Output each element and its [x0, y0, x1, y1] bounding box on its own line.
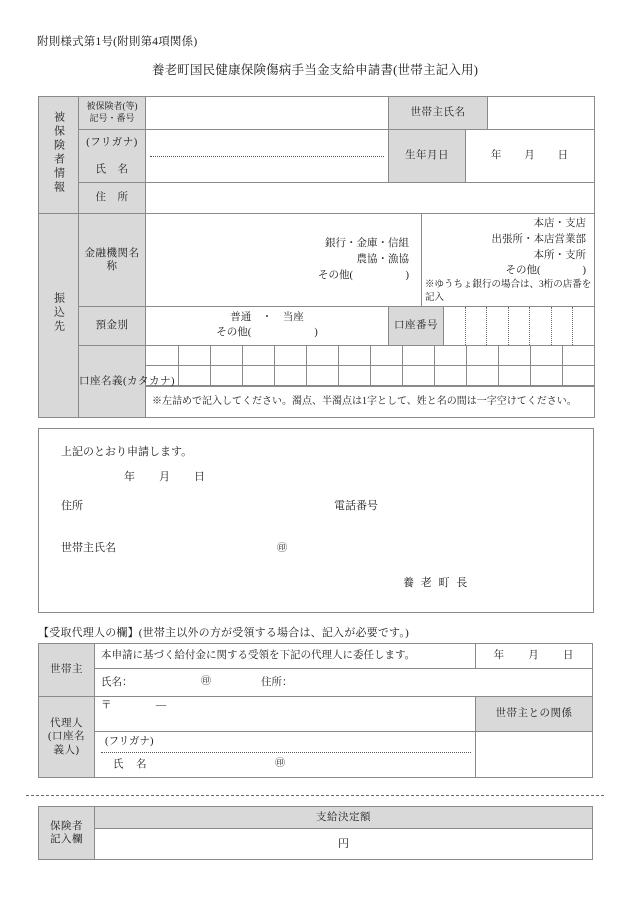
proxy-table	[38, 643, 593, 778]
account-number-cell[interactable]	[466, 307, 488, 345]
account-number-cell[interactable]	[487, 307, 509, 345]
insured-section-label-text: 被保険者情報	[52, 110, 65, 195]
proxy-row-householder-name	[39, 669, 593, 697]
kana-cell[interactable]	[338, 346, 370, 366]
proxy-agent-label	[39, 697, 95, 778]
deposit-type-line2: その他( )	[216, 327, 318, 338]
declaration-seal-icon: ㊞	[277, 543, 287, 554]
kana-grid-row	[146, 346, 594, 366]
furigana-dotted-rule	[150, 156, 384, 157]
kana-cell[interactable]	[402, 366, 434, 386]
birthdate-year-unit: 年	[490, 150, 503, 162]
bank-branch-line3: 本所・支所	[533, 249, 586, 261]
householder-name-input[interactable]	[488, 97, 595, 130]
kana-cell[interactable]	[242, 366, 274, 386]
currency-unit: 円	[338, 837, 349, 850]
bank-type-line3: その他( )	[318, 269, 409, 281]
proxy-householder-name-cell[interactable]	[95, 669, 593, 697]
insurer-row-header	[39, 807, 593, 829]
proxy-agent-furigana-label: (フリガナ)	[105, 736, 154, 747]
table-row-deposit	[39, 307, 595, 346]
main-form-table	[38, 96, 595, 418]
transfer-section-vertical-label	[39, 214, 79, 418]
insurer-table	[38, 806, 593, 860]
declaration-year: 年	[124, 471, 135, 483]
proxy-row-agent-name	[39, 732, 593, 778]
account-number-grid	[444, 307, 594, 345]
table-row-account-holder-grid	[39, 346, 595, 387]
account-holder-note: ※左詰めで記入してください。濁点、半濁点は1字として、姓と名の間は一字空けてください。	[152, 396, 577, 408]
proxy-delegation-text: 本申請に基づく給付金に関する受領を下記の代理人に委任します。	[101, 650, 416, 662]
insured-section-vertical-label	[39, 97, 79, 214]
account-number-cell[interactable]	[530, 307, 552, 345]
bank-type-line2: 農協・漁協	[356, 254, 409, 266]
proxy-agent-label-line1: 代理人	[50, 717, 83, 729]
payment-amount-header-text: 支給決定額	[316, 811, 371, 823]
kana-cell[interactable]	[434, 346, 466, 366]
account-holder-label	[79, 346, 175, 418]
symbol-number-label	[79, 97, 146, 130]
account-number-cell[interactable]	[509, 307, 531, 345]
address-label-text: 住 所	[95, 192, 129, 204]
bank-name-label-line2: 称	[106, 261, 118, 272]
proxy-agent-name-label: 氏 名	[113, 759, 148, 770]
page-title: 養老町国民健康保険傷病手当金支給申請書(世帯主記入用)	[151, 63, 479, 77]
birthdate-label	[389, 130, 466, 183]
mayor-title: 養 老 町 長	[403, 577, 470, 589]
kana-cell[interactable]	[146, 346, 178, 366]
birthdate-day-unit: 日	[557, 150, 570, 162]
account-holder-kana-grid	[146, 346, 594, 386]
proxy-delegation-date[interactable]	[476, 644, 593, 669]
symbol-number-label-line2: 記号・番号	[89, 113, 135, 123]
proxy-date-year: 年	[493, 650, 506, 662]
kana-cell[interactable]	[210, 366, 242, 386]
proxy-householder-label-text: 世帯主	[50, 664, 83, 676]
proxy-name-label: 氏名：	[101, 676, 133, 688]
kana-cell[interactable]	[434, 366, 466, 386]
bank-branch-line2: 出張所・本店営業部	[491, 233, 586, 245]
kana-cell[interactable]	[178, 346, 210, 366]
proxy-row-agent-postal	[39, 697, 593, 732]
proxy-householder-label	[39, 644, 95, 697]
kana-cell[interactable]	[530, 346, 562, 366]
deposit-type-input[interactable]	[146, 307, 389, 346]
declaration-statement: 上記のとおり申請します。	[61, 446, 193, 458]
insurer-label-line1: 保険者	[50, 820, 83, 832]
account-number-cell[interactable]	[552, 307, 574, 345]
address-label	[79, 183, 146, 214]
declaration-month: 月	[159, 471, 170, 483]
kana-cell[interactable]	[402, 346, 434, 366]
kana-cell[interactable]	[466, 366, 498, 386]
form-number: 附則様式第1号(附則第4項関係)	[37, 36, 198, 48]
proxy-section-heading: 【受取代理人の欄】(世帯主以外の方が受領する場合は、記入が必要です。)	[38, 627, 409, 639]
table-row-bank-name	[39, 214, 595, 307]
account-holder-label-text: 口座名義(カタカナ)	[79, 375, 175, 387]
account-number-cell[interactable]	[444, 307, 466, 345]
proxy-agent-address-input[interactable]	[95, 697, 476, 732]
name-label: 氏 名	[95, 164, 129, 175]
householder-name-label-text: 世帯主氏名	[410, 107, 466, 119]
bank-name-label-line1: 金融機関名	[84, 247, 140, 259]
proxy-householder-seal-icon: ㊞	[201, 676, 211, 688]
symbol-number-input[interactable]	[146, 97, 389, 130]
kana-cell[interactable]	[498, 366, 530, 386]
account-number-label-text: 口座番号	[394, 320, 438, 332]
proxy-date-day: 日	[562, 650, 575, 662]
account-number-input[interactable]	[444, 307, 595, 346]
proxy-agent-name-input[interactable]	[95, 732, 476, 778]
kana-cell[interactable]	[370, 346, 402, 366]
proxy-address-label: 住所：	[261, 676, 293, 688]
bank-branch-line4: その他( )	[505, 265, 586, 277]
kana-cell[interactable]	[242, 346, 274, 366]
account-number-cell[interactable]	[573, 307, 594, 345]
insurer-label	[39, 807, 95, 860]
kana-cell[interactable]	[274, 346, 306, 366]
declaration-phone-label: 電話番号	[334, 500, 378, 512]
kana-cell[interactable]	[274, 366, 306, 386]
bank-branch-input[interactable]	[422, 214, 595, 307]
account-number-label	[389, 307, 444, 346]
proxy-row-delegation	[39, 644, 593, 669]
kana-cell[interactable]	[530, 366, 562, 386]
kana-cell[interactable]	[338, 366, 370, 386]
kana-cell[interactable]	[370, 366, 402, 386]
payment-amount-input[interactable]	[95, 829, 593, 860]
proxy-agent-label-line2: (口座名	[48, 731, 85, 743]
insurer-label-line2: 記入欄	[50, 834, 83, 845]
symbol-number-label-line1: 被保険者(等)	[86, 101, 138, 112]
yucho-branch-note: ※ゆうちょ銀行の場合は、3桁の店番を記入	[425, 280, 592, 303]
proxy-relationship-label-text: 世帯主との関係	[495, 708, 573, 720]
proxy-furigana-dotted-rule	[101, 752, 471, 753]
name-input[interactable]	[146, 130, 389, 183]
kana-cell[interactable]	[562, 366, 594, 386]
postal-mark-icon: 〒	[101, 700, 113, 711]
birthdate-month-unit: 月	[524, 150, 536, 162]
proxy-date-month: 月	[528, 650, 540, 662]
account-holder-kana-grid-cell	[146, 346, 595, 387]
proxy-agent-label-line3: 義人)	[53, 744, 80, 756]
table-row-symbol-number	[39, 97, 595, 130]
account-holder-note-cell	[146, 387, 595, 418]
birthdate-input[interactable]	[466, 130, 595, 183]
proxy-relationship-label	[476, 697, 593, 732]
declaration-address-label: 住所	[61, 500, 83, 512]
table-row-name-birthdate	[39, 130, 595, 183]
address-input[interactable]	[146, 183, 595, 214]
kana-grid-row	[146, 366, 594, 386]
kana-cell[interactable]	[562, 346, 594, 366]
kana-cell[interactable]	[306, 346, 338, 366]
insurer-row-amount	[39, 829, 593, 860]
householder-name-label	[389, 97, 488, 130]
section-divider	[26, 795, 604, 796]
bank-type-line1: 銀行・金庫・信組	[325, 238, 409, 250]
deposit-type-label	[79, 307, 146, 346]
table-row-address	[39, 183, 595, 214]
declaration-householder-label: 世帯主氏名	[61, 542, 116, 554]
deposit-type-label-text: 預金別	[95, 320, 129, 332]
payment-amount-header	[95, 807, 593, 829]
kana-cell[interactable]	[466, 346, 498, 366]
transfer-section-label-text: 振込先	[52, 292, 65, 335]
bank-name-label	[79, 214, 146, 307]
deposit-type-line1: 普通 ・ 当座	[230, 312, 304, 324]
kana-cell[interactable]	[498, 346, 530, 366]
kana-cell[interactable]	[306, 366, 338, 386]
proxy-agent-seal-icon: ㊞	[275, 758, 285, 769]
bank-type-input[interactable]	[146, 214, 422, 307]
name-label-cell	[79, 130, 146, 183]
postal-dash: ―	[155, 700, 168, 711]
kana-cell[interactable]	[178, 366, 210, 386]
kana-cell[interactable]	[210, 346, 242, 366]
bank-branch-line1: 本店・支店	[533, 218, 586, 230]
proxy-relationship-input[interactable]	[476, 732, 593, 778]
declaration-day: 日	[194, 471, 205, 483]
proxy-delegation-text-cell	[95, 644, 476, 669]
furigana-label: (フリガナ)	[86, 136, 138, 148]
birthdate-label-text: 生年月日	[405, 150, 449, 162]
declaration-box	[38, 428, 594, 613]
